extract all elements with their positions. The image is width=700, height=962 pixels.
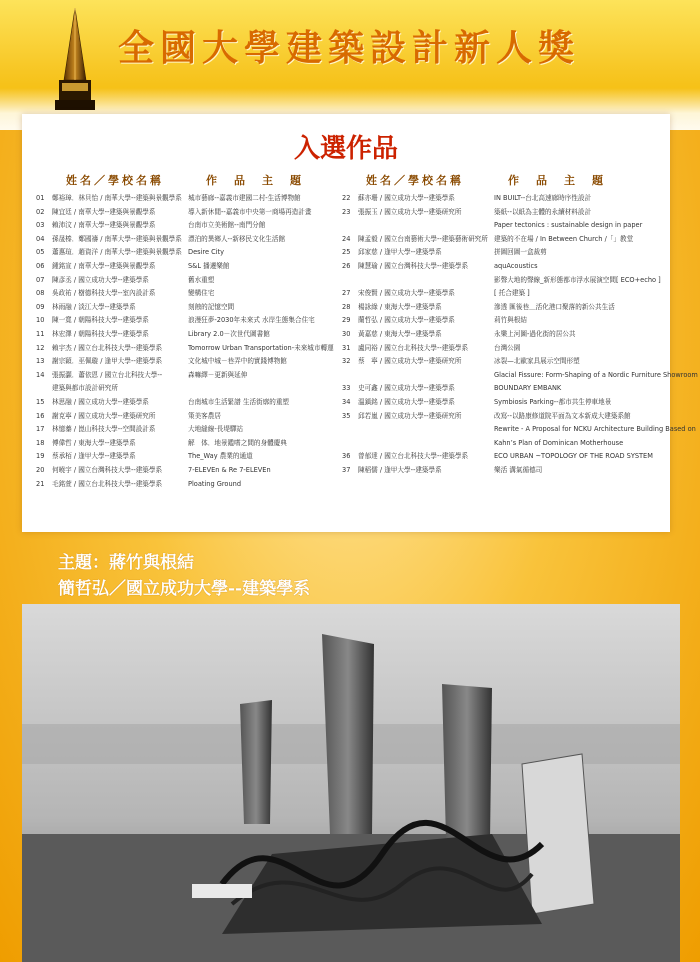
entry-school: 孫晟榛．鄭國禱 / 南華大學--建築與景觀學系 — [52, 234, 182, 243]
entry-work: 影聲大地的聲線_新形態都市浮水展演空間[ ECO+echo ] — [494, 275, 661, 284]
entry-school: 謝克寧 / 國立成功大學--建築研究所 — [52, 411, 156, 420]
section-title: 入選作品 — [293, 134, 398, 164]
entry-work: Kahn’s Plan of Dominican Motherhouse — [494, 438, 624, 447]
entry-work: Paper tectonics : sustainable design in paper — [494, 221, 643, 230]
entry-number: 08 — [36, 289, 45, 298]
entry-work: Symbiosis Parking--都市共生停車地景 — [494, 398, 612, 406]
entry-number: 10 — [36, 316, 45, 325]
entry-number: 04 — [36, 234, 45, 243]
entry-number: 27 — [342, 289, 351, 298]
entry-number: 11 — [36, 330, 45, 338]
entry-work: 台南市立美術館--南門分館 — [188, 221, 266, 230]
entry-number: 31 — [342, 343, 351, 352]
entry-number: 14 — [36, 370, 45, 379]
entry-number: 35 — [342, 411, 351, 420]
entry-number: 20 — [36, 466, 45, 474]
entry-school: 鄭裕璋．林貝怡 / 南華大學--建築與景觀學系 — [52, 194, 182, 202]
entry-school: 邱家慈 / 逢甲大學--建築學系 — [358, 248, 442, 257]
entry-number: 25 — [342, 248, 351, 257]
entry-number: 29 — [342, 316, 351, 325]
entry-work: 城市藝廊--嘉義市建國二村-生活博物館 — [188, 194, 301, 202]
entry-number: 03 — [36, 221, 45, 230]
entry-work: 導入新休閒--嘉義市中央第一商場再造計畫 — [188, 207, 312, 216]
entry-work: 大地縫線-長堤驛站 — [188, 425, 244, 434]
winner-topic: 主題：蔣竹與根結 — [58, 553, 194, 573]
entry-school: 林憶蓁 / 崑山科技大學--空間設計系 — [52, 425, 156, 434]
entry-number: 06 — [36, 262, 45, 270]
entry-school: 賴沛汶 / 南華大學--建築與景觀學系 — [52, 221, 156, 230]
entry-work: 拼圖回圖一盒裁剪 — [494, 248, 547, 257]
entries-panel — [22, 114, 698, 532]
entry-school: 張振灝．蕭依恩 / 國立台北科技大學-- — [52, 370, 163, 379]
entry-number: 15 — [36, 398, 45, 406]
entry-school: 蔡承栢 / 逢甲大學--建築學系 — [52, 452, 136, 461]
entry-school: 鍾銘宣 / 南華大學--建築與景觀學系 — [52, 262, 156, 270]
entry-school: 陳稻儒 / 逢甲大學--建築學系 — [358, 466, 442, 474]
entry-number: 36 — [342, 452, 351, 461]
entry-number: 02 — [36, 207, 45, 216]
entry-school: 蘇亦珊 / 國立成功大學--建築學系 — [358, 194, 455, 202]
entry-school: 林思融 / 國立成功大學--建築學系 — [52, 398, 149, 406]
entry-number: 17 — [36, 425, 45, 434]
entry-work: 台南城市生活緊譜 生活街廓的重塑 — [188, 398, 290, 406]
entry-number: 18 — [36, 438, 45, 447]
entry-number: 21 — [36, 479, 45, 488]
entry-number: 05 — [36, 248, 45, 257]
entry-work: [ 托合建築 ] — [494, 289, 530, 298]
entry-work: Library 2.0－次世代圖書館 — [188, 330, 270, 338]
left-work-header: 作 品 主 題 — [206, 174, 304, 187]
right-work-header: 作 品 主 題 — [508, 174, 606, 187]
entry-school: 陳一寬 / 朝陽科技大學--建築學系 — [52, 316, 149, 325]
entry-number: 26 — [342, 262, 351, 270]
entry-school: 謝宗穎．巫佩璇 / 逢甲大學--建築學系 — [52, 357, 163, 366]
entry-school: 傅偉哲 / 東海大學--建築學系 — [52, 438, 136, 447]
entry-school: 毛銘萱 / 國立台北科技大學--建築學系 — [52, 479, 163, 488]
entry-work: 森嘛繹－更新與延伸 — [188, 370, 248, 379]
entry-school: 陳宜廷 / 南華大學--建築與景觀學系 — [52, 207, 156, 216]
entry-number: 37 — [342, 466, 351, 474]
entry-work: 建築的不在場 / In Between Church /「」教堂 — [494, 234, 634, 243]
entry-work: 滲透 匯後巷＿活化港口聚落的新公共生活 — [494, 302, 615, 311]
entry-school: 蕭惠瑄．趙資洋 / 南華大學--建築與景觀學系 — [52, 248, 182, 257]
winner-name: 簡哲弘／國立成功大學--建築學系 — [58, 579, 311, 599]
entry-work: ECO URBAN ~TOPOLOGY OF THE ROAD SYSTEM — [494, 452, 653, 461]
entry-school: 史可鑫 / 國立成功大學--建築學系 — [358, 384, 455, 393]
entry-number: 34 — [342, 398, 351, 406]
architecture-rendering — [22, 604, 680, 962]
entry-school: 張振玉 / 國立成功大學--建築研究所 — [358, 207, 462, 216]
entry-number: 16 — [36, 411, 45, 420]
entry-work: 改寫--以路康修道院平面為文本新成大建築系館 — [494, 411, 631, 420]
entry-work: IN BUILT--台北高速廊時序性設計 — [494, 194, 592, 202]
entry-work: Tomorrow Urban Transportation-未來城市轉運 — [188, 343, 334, 352]
entry-school: 楊詠綠 / 東海大學--建築學系 — [358, 302, 442, 311]
entry-work: 築紙--以紙為主體的永續材料設計 — [494, 207, 592, 216]
entry-number: 12 — [36, 343, 45, 352]
entry-school: 林雨融 / 淡江大學--建築學系 — [52, 302, 136, 311]
entry-work: 樂活 溝氣循德司 — [494, 466, 543, 474]
entry-work: Desire City — [188, 248, 225, 257]
main-title: 全國大學建築設計新人獎 — [118, 27, 581, 69]
entry-work: The_Way 農業的通道 — [188, 452, 253, 461]
entry-work: Rewrite - A Proposal for NCKU Architecture Building Based on — [494, 425, 696, 434]
entry-work: 變構住宅 — [188, 289, 215, 298]
entry-number: 32 — [342, 357, 351, 366]
entry-work: 漂泊的異鄉人--新移民文化生活館 — [188, 234, 286, 243]
left-school-header: 姓名／學校名稱 — [66, 174, 164, 187]
entry-school: 賴宇杰 / 國立台北科技大學--建築學系 — [52, 343, 163, 352]
entry-work: 莉竹與根結 — [494, 316, 527, 325]
entry-school: 宋俊賢 / 國立成功大學--建築學系 — [358, 289, 455, 298]
entry-school: 盧同裕 / 國立台北科技大學--建築學系 — [358, 343, 469, 352]
list-item-continuation: 建築與都市設計研究所 — [52, 384, 118, 393]
right-school-header: 姓名／學校名稱 — [366, 174, 464, 187]
entry-school: 林宏澤 / 朝陽科技大學--建築學系 — [52, 330, 149, 338]
entry-number: 30 — [342, 330, 351, 338]
entry-school: 邱若嵐 / 國立成功大學--建築研究所 — [358, 411, 462, 420]
entry-work: S&L 播遷樂館 — [188, 262, 230, 270]
entry-school: 陳彥丞 / 國立成功大學--建築學系 — [52, 275, 149, 284]
trophy-icon — [50, 8, 100, 112]
entry-work: 浪漫狂夢-2030年未來式 水岸生態集合住宅 — [188, 316, 315, 325]
entry-work: 解 体．地景鑑嗜之間的身體慶典 — [188, 438, 287, 447]
entry-work: 文化城中城－巷弄中的實踐博物館 — [188, 357, 287, 366]
entry-number: 22 — [342, 194, 351, 202]
entry-number: 28 — [342, 302, 351, 311]
entry-work: 舊水重塑 — [188, 275, 215, 284]
entry-work: aquAcoustics — [494, 262, 538, 270]
entry-number: 09 — [36, 302, 45, 311]
entry-number: 13 — [36, 357, 45, 366]
entry-work: Ploating Ground — [188, 479, 242, 488]
entry-school: 何曉宇 / 國立台灣科技大學--建築學系 — [52, 466, 163, 474]
entry-work: 永樂上河圖-過化街的居公共 — [494, 330, 576, 338]
entry-school: 曾郁達 / 國立台北科技大學--建築學系 — [358, 452, 469, 461]
entry-work: BOUNDARY EMBANK — [494, 384, 562, 393]
entry-work: 策美客農居 — [188, 411, 221, 420]
entry-school: 陳孟毅 / 國立台南藝術大學--建築藝術研究所 — [358, 234, 488, 243]
entry-school: 吳政祐 / 樹德科技大學--室內設計系 — [52, 289, 156, 298]
entry-school: 陳慧瑜 / 國立台灣科技大學--建築學系 — [358, 262, 469, 270]
entry-school: 蔡 寧 / 國立成功大學--建築研究所 — [358, 357, 462, 366]
entry-number: 24 — [342, 234, 351, 243]
entry-number: 19 — [36, 452, 45, 461]
entry-work: 刻蝕的記憶空間 — [188, 302, 235, 311]
entry-work: Glacial Fissure: Form-Shaping of a Nordic Furniture Showroom — [494, 370, 698, 379]
entry-work: 7-ELEVEn & Re 7-ELEVEn — [188, 466, 271, 474]
entry-school: 蘭哲弘 / 國立成功大學--建築學系 — [358, 316, 455, 325]
entry-work: 台灣公園 — [494, 343, 521, 352]
entry-number: 23 — [342, 207, 351, 216]
entry-school: 黃嘉慈 / 東海大學--建築學系 — [358, 330, 442, 338]
entry-number: 01 — [36, 194, 45, 202]
entry-school: 溫鎮銘 / 國立成功大學--建築學系 — [358, 398, 455, 406]
entry-number: 33 — [342, 384, 351, 393]
entry-work: 冰裂—北歐家具展示空間形塑 — [494, 357, 580, 366]
entry-number: 07 — [36, 275, 45, 284]
